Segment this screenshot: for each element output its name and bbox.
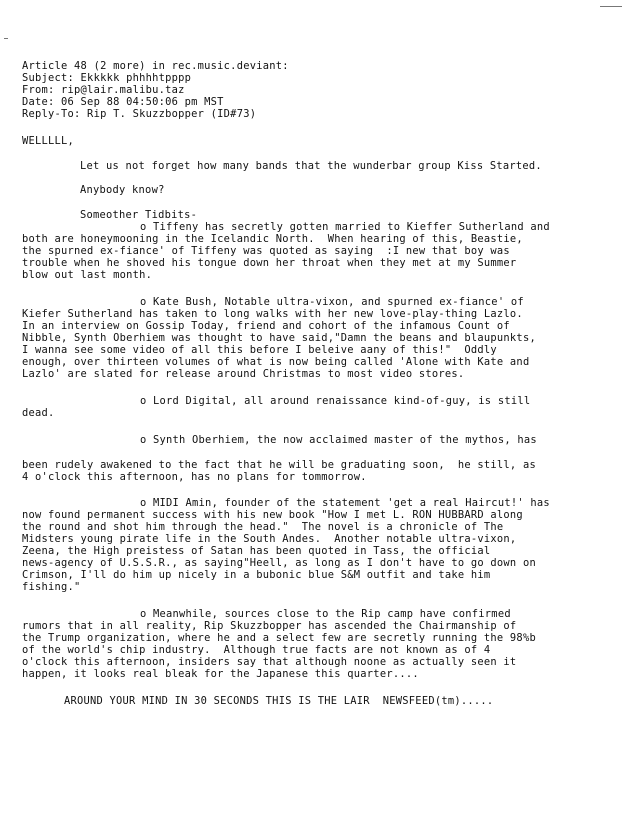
kate-line-7: Lazlo' are slated for release around Christmas to most video stores.	[22, 368, 465, 380]
midi-line-3: the round and shot him through the head." The novel is a chronicle of The	[22, 521, 504, 533]
header-subject-line: Subject: Ekkkkk phhhhtpppp	[22, 72, 192, 84]
midi-line-4: Midsters young pirate life in the South Andes. Another notable ultra-vixon,	[22, 533, 517, 545]
synth-line-2: been rudely awakened to the fact that he will be graduating soon, he still, as	[22, 459, 536, 471]
meanwhile-line-6: happen, it looks real bleak for the Japanese this quarter....	[22, 668, 419, 680]
tiffeny-line-1: o Tiffeny has secretly gotten married to Kieffer Sutherland and	[140, 221, 550, 233]
tiffeny-line-3: the spurned ex-fiance' of Tiffeny was quoted as saying :I new that boy was	[22, 245, 510, 257]
synth-line-1: o Synth Oberhiem, the now acclaimed master of the mythos, has	[140, 434, 537, 446]
meanwhile-line-5: o'clock this afternoon, insiders say that although noone as actually seen it	[22, 656, 517, 668]
newsfeed-signoff: AROUND YOUR MIND IN 30 SECONDS THIS IS THE LAIR NEWSFEED(tm).....	[64, 695, 494, 707]
midi-line-7: Crimson, I'll do him up nicely in a bubonic blue S&M outfit and take him	[22, 569, 491, 581]
midi-line-2: now found permanent success with his new book "How I met L. RON HUBBARD along	[22, 509, 523, 521]
kate-line-5: I wanna see some video of all this before I beleive aany of this!" Oddly	[22, 344, 497, 356]
midi-line-6: news-agency of U.S.S.R., as saying"Heell, as long as I don't have to go down on	[22, 557, 536, 569]
meanwhile-line-4: of the world's chip industry. Although true facts are not known as of 4	[22, 644, 491, 656]
kate-line-3: In an interview on Gossip Today, friend and cohort of the infamous Count of	[22, 320, 510, 332]
header-from-line: From: rip@lair.malibu.taz	[22, 84, 185, 96]
tiffeny-line-2: both are honeymooning in the Icelandic North. When hearing of this, Beastie,	[22, 233, 523, 245]
synth-line-3: 4 o'clock this afternoon, has no plans for tommorrow.	[22, 471, 367, 483]
meanwhile-line-2: rumors that in all reality, Rip Skuzzbopper has ascended the Chairmanship of	[22, 620, 517, 632]
tiffeny-line-4: trouble when he shoved his tongue down her throat when they met at my Summer	[22, 257, 517, 269]
meanwhile-line-3: the Trump organization, where he and a select few are secretly running the 98%b	[22, 632, 536, 644]
kate-line-1: o Kate Bush, Notable ultra-vixon, and spurned ex-fiance' of	[140, 296, 524, 308]
kate-line-2: Kiefer Sutherland has taken to long walks with her new love-play-thing Lazlo.	[22, 308, 523, 320]
midi-line-5: Zeena, the High preistess of Satan has been quoted in Tass, the official	[22, 545, 491, 557]
intro-question: Anybody know?	[80, 184, 165, 196]
kate-line-4: Nibble, Synth Oberhiem was thought to have said,"Damn the beans and blaupunkts,	[22, 332, 536, 344]
kate-line-6: enough, over thirteen volumes of what is now being called 'Alone with Kate and	[22, 356, 530, 368]
lord-line-2: dead.	[22, 407, 55, 419]
lord-line-1: o Lord Digital, all around renaissance kind-of-guy, is still	[140, 395, 531, 407]
tiffeny-line-5: blow out last month.	[22, 269, 153, 281]
scan-speck-left	[4, 38, 8, 39]
header-reply-to-line: Reply-To: Rip T. Skuzzbopper (ID#73)	[22, 108, 257, 120]
header-date-line: Date: 06 Sep 88 04:50:06 pm MST	[22, 96, 224, 108]
tidbits-heading: Someother Tidbits-	[80, 209, 198, 221]
intro-paragraph: Let us not forget how many bands that the wunderbar group Kiss Started.	[80, 160, 542, 172]
midi-line-8: fishing."	[22, 581, 81, 593]
meanwhile-line-1: o Meanwhile, sources close to the Rip camp have confirmed	[140, 608, 511, 620]
greeting: WELLLLL,	[22, 135, 75, 147]
header-article-line: Article 48 (2 more) in rec.music.deviant:	[22, 60, 289, 72]
scan-speck-top-right	[600, 6, 622, 7]
midi-line-1: o MIDI Amin, founder of the statement 'get a real Haircut!' has	[140, 497, 550, 509]
